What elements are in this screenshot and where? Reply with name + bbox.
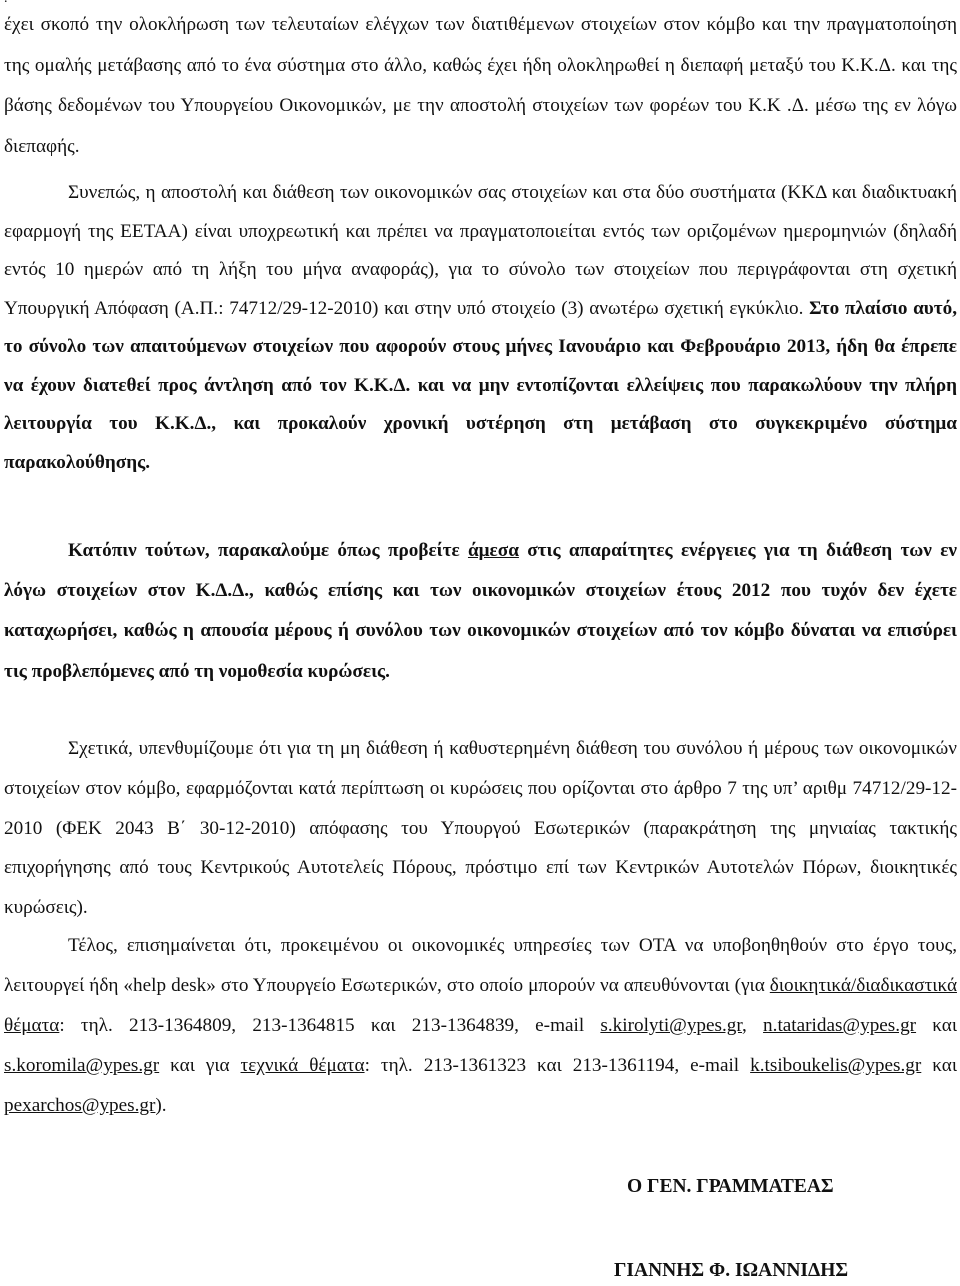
- email-link-koromila[interactable]: s.koromila@ypes.gr: [4, 1055, 160, 1076]
- email-link-tataridas[interactable]: n.tataridas@ypes.gr: [763, 1015, 917, 1036]
- paragraph-5-part-3: ,: [742, 1015, 764, 1036]
- paragraph-5: [4, 926, 957, 1126]
- paragraph-5-part-4: και: [916, 1015, 957, 1036]
- paragraph-5-part-1: Τέλος, επισημαίνεται ότι, προκειμένου οι οικονομικές υπηρεσίες των ΟΤΑ να υποβοηθηθούν στο έργο τους, λειτουργεί ήδη «help desk» στο Υπουργείο Εσωτερικών, στο οποίο μπορούν να απευθύνονται (για: [4, 935, 957, 996]
- paragraph-5-part-2: : τηλ. 213-1364809, 213-1364815 και 213-1364839, e-mail: [59, 1015, 601, 1036]
- emphasis-immediately: άμεσα: [467, 540, 519, 561]
- email-link-pexarchos[interactable]: pexarchos@ypes.gr: [4, 1095, 156, 1116]
- paragraph-3-after: στις απαραίτητες ενέργειες για τη διάθεση των εν λόγω στοιχείων στον Κ.Δ.Δ., καθώς επίσης και των οικονομικών στοιχείων έτους 2012 που τυχόν δεν έχετε καταχωρήσει, καθώς η απουσία μέρους ή συνόλου των οικονομικών στοιχείων από τον κόμβο δύναται να επισύρει τις προβλεπόμενες από τη νομοθεσία κυρώσεις.: [4, 540, 957, 682]
- email-link-kirolyti[interactable]: s.kirolyti@ypes.gr: [600, 1015, 743, 1036]
- paragraph-4: Σχετικά, υπενθυμίζουμε ότι για τη μη διάθεση ή καθυστερημένη διάθεση του συνόλου ή μέρους των οικονομικών στοιχείων στον κόμβο, εφαρμόζονται κατά περίπτωση οι κυρώσεις που ορίζονται στο άρθρο 7 της υπ’ αριθμ 74712/29-12-2010 (ΦΕΚ 2043 Β΄ 30-12-2010) απόφασης του Υπουργού Εσωτερικών (παρακράτηση της μηνιαίας τακτικής επιχορήγησης από τους Κεντρικούς Αυτοτελείς Πόρους, πρόστιμο επί των Κεντρικών Αυτοτελών Πόρων, διοικητικές κυρώσεις).: [4, 738, 957, 919]
- signature-name: ΓΙΑΝΝΗΣ Φ. ΙΩΑΝΝΙΔΗΣ: [614, 1260, 849, 1281]
- signature-title: Ο ΓΕΝ. ΓΡΑΜΜΑΤΕΑΣ: [627, 1176, 834, 1197]
- email-link-tsiboukelis[interactable]: k.tsiboukelis@ypes.gr: [750, 1055, 922, 1076]
- paragraph-3: [4, 531, 957, 692]
- paragraph-3-bold: [4, 540, 957, 682]
- paragraph-2: [4, 174, 957, 482]
- paragraph-1: έχει σκοπό την ολοκλήρωση των τελευταίων ελέγχων των διατιθέμενων στοιχείων στον κόμβο και την πραγματοποίηση της ομαλής μετάβασης από το ένα σύστημα στο άλλο, καθώς έχει ήδη ολοκληρωθεί η διεπαφή μεταξύ του Κ.Κ.Δ. και της βάσης δεδομένων του Υπουργείου Οικονομικών, με την αποστολή στοιχείων των φορέων του Κ.Κ .Δ. μέσω της εν λόγω διεπαφής.: [4, 14, 957, 157]
- paragraph-2-text: Συνεπώς, η αποστολή και διάθεση των οικονομικών σας στοιχείων και στα δύο συστήματα (ΚΚΔ και διαδικτυακή εφαρμογή της ΕΕΤΑΑ) είναι υποχρεωτική και πρέπει να πραγματοποιείται εντός των οριζομένων ημερομηνιών (δηλαδή εντός 10 ημερών από τη λήξη του μήνα αναφοράς), για το σύνολο των στοιχείων που περιγράφονται στη σχετική Υπουργική Απόφαση (Α.Π.: 74712/29-12-2010) και στην υπό στοιχείο (3) ανωτέρω σχετική εγκύκλιο.: [4, 182, 957, 319]
- paragraph-5-part-7: και: [921, 1055, 957, 1076]
- paragraph-5-part-6: : τηλ. 213-1361323 και 213-1361194, e-mail: [364, 1055, 751, 1076]
- technical-topics-link[interactable]: τεχνικά θέματα: [240, 1055, 365, 1076]
- paragraph-5-part-5: και για: [159, 1055, 241, 1076]
- admin-topics-link[interactable]: διοικητικά/διαδικαστικά θέματα: [4, 975, 957, 1036]
- paragraph-3-before: Κατόπιν τούτων, παρακαλούμε όπως προβείτε: [68, 540, 468, 561]
- paragraph-5-part-8: ).: [155, 1095, 167, 1116]
- paragraph-2-bold: Στο πλαίσιο αυτό, το σύνολο των απαιτούμενων στοιχείων που αφορούν στους μήνες Ιανουάριο και Φεβρουάριο 2013, ήδη θα έπρεπε να έχουν διατεθεί προς άντληση από τον Κ.Κ.Δ. και να μην εντοπίζονται ελλείψεις που παρακωλύουν την πλήρη λειτουργία του Κ.Κ.Δ., και προκαλούν χρονική υστέρηση στη μετάβαση στο συγκεκριμένο σύστημα παρακολούθησης.: [4, 297, 958, 473]
